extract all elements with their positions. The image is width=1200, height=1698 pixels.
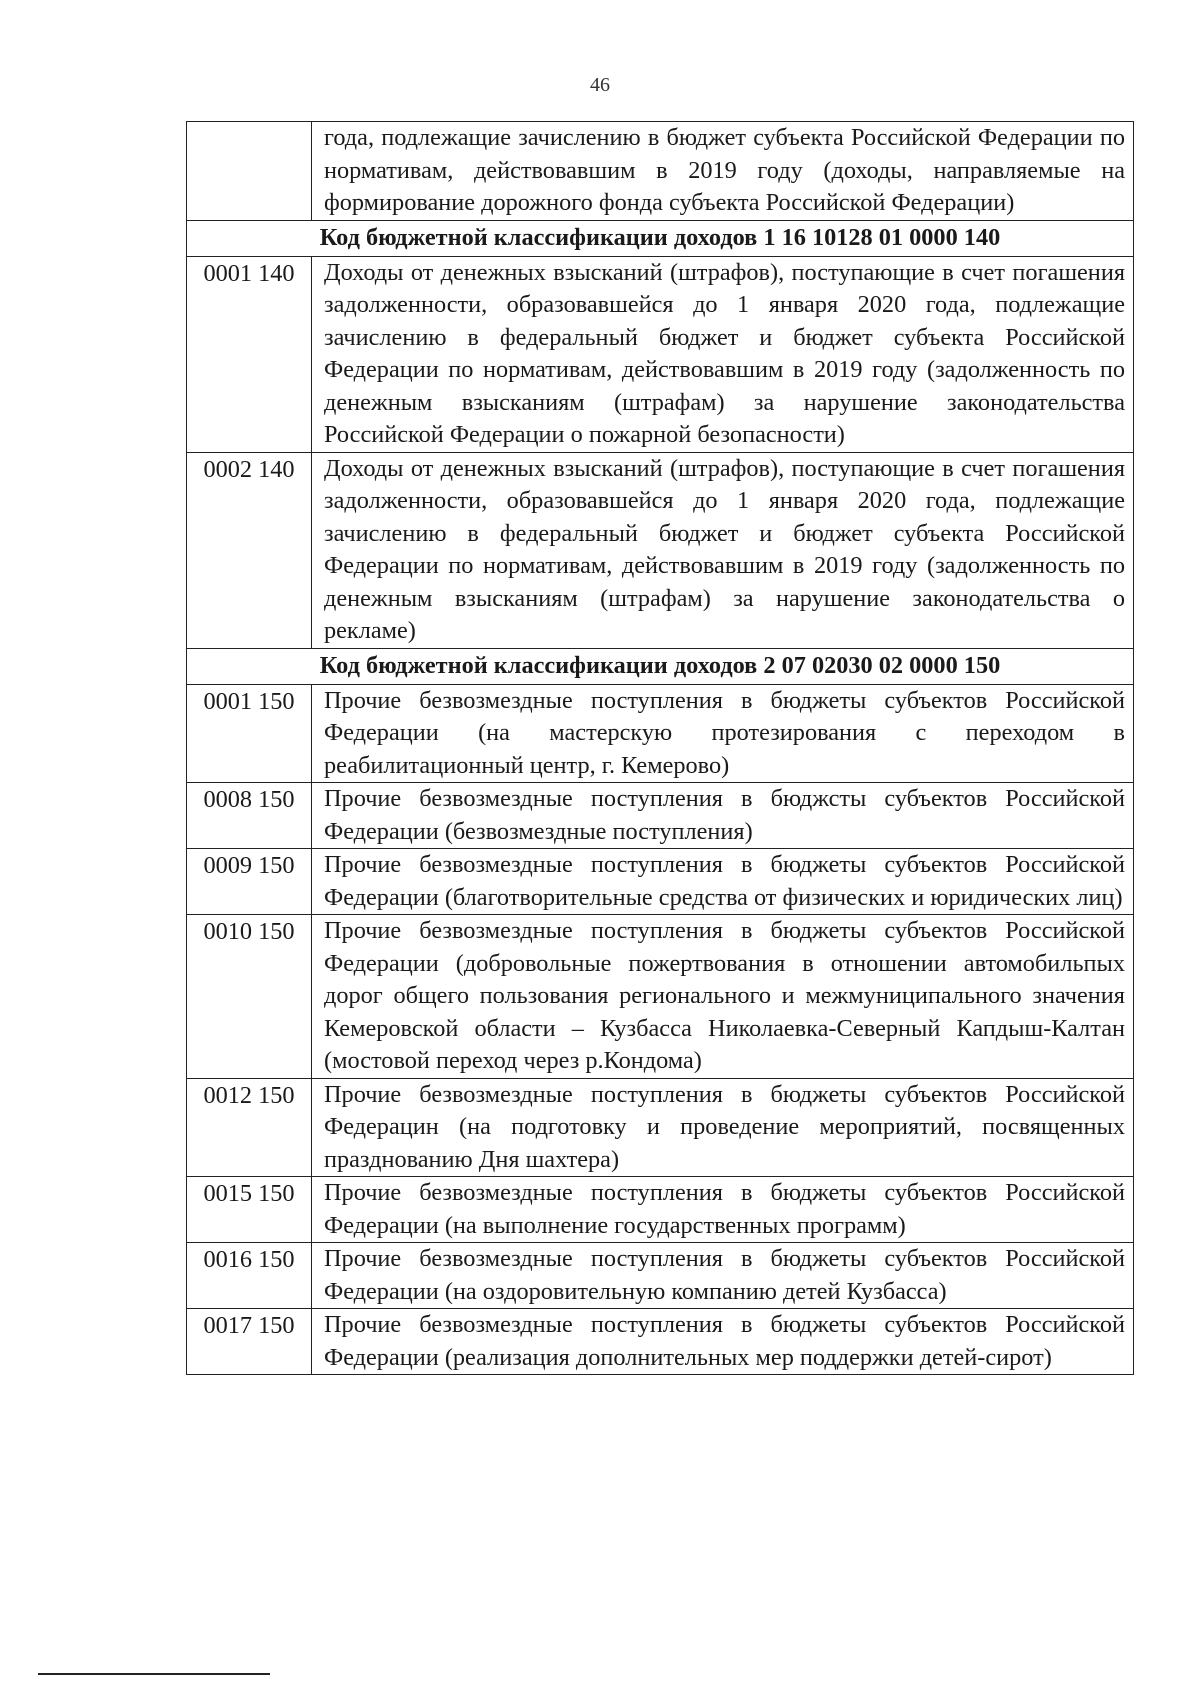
table-row <box>187 256 1134 452</box>
income-code: 0001 150 <box>187 684 312 783</box>
page-number: 46 <box>590 74 610 96</box>
classification-code-header: Код бюджетной классификации доходов 1 16 10128 01 0000 140 <box>187 220 1134 256</box>
table-row <box>187 1309 1134 1375</box>
classification-code-header: Код бюджетной классификации доходов 2 07 02030 02 0000 150 <box>187 648 1134 684</box>
table-row <box>187 122 1134 221</box>
table-row <box>187 915 1134 1079</box>
income-code: 0012 150 <box>187 1078 312 1177</box>
table-row <box>187 1078 1134 1177</box>
income-description: Прочие безвозмездные поступления в бюджеты субъектов Российской Федерации (на мастерскую протезирования с переходом в реабилитационный центр, г. Кемерово) <box>312 684 1134 783</box>
classification-header-row <box>187 648 1134 684</box>
budget-classification-table <box>186 121 1134 1375</box>
classification-header-row <box>187 220 1134 256</box>
income-description: Прочие безвозмездные поступления в бюджеты субъектов Российской Федерации (реализация дополнительных мер поддержки детей-сирот) <box>312 1309 1134 1375</box>
income-code: 0010 150 <box>187 915 312 1079</box>
table-body <box>187 122 1134 1375</box>
income-description: Прочие безвозмездные поступления в бюджеты субъектов Российской Федерации (добровольные пожертвования в отношении автомобильпых дорог общего пользования регионального и межмуниципального значения Кемеровской области – Кузбасса Николаевка-Северный Капдыш-Калтан (мостовой переход через р.Кондома) <box>312 915 1134 1079</box>
table-row <box>187 783 1134 849</box>
income-code: 0015 150 <box>187 1177 312 1243</box>
income-code <box>187 122 312 221</box>
income-description: Прочие безвозмездные поступления в бюджеты субъектов Российской Федерации (благотворительные средства от физических и юридических лиц) <box>312 849 1134 915</box>
income-description: Доходы от денежных взысканий (штрафов), поступающие в счет погашения задолженности, образовавшейся до 1 января 2020 года, подлежащие зачислению в федеральный бюджет и бюджет субъекта Российской Федерации по нормативам, действовавшим в 2019 году (задолженность по денежным взысканиям (штрафам) за нарушение законодательства Российской Федерации о пожарной безопасности) <box>312 256 1134 452</box>
table-row <box>187 684 1134 783</box>
income-code: 0016 150 <box>187 1243 312 1309</box>
table-row <box>187 849 1134 915</box>
income-code: 0001 140 <box>187 256 312 452</box>
footnote-divider <box>38 1673 270 1675</box>
income-description: Прочие безвозмездные поступления в бюджеты субъектов Российской Федерации (на оздоровительную компанию детей Кузбасса) <box>312 1243 1134 1309</box>
income-code: 0008 150 <box>187 783 312 849</box>
table-row <box>187 1177 1134 1243</box>
income-code: 0002 140 <box>187 452 312 648</box>
income-description: года, подлежащие зачислению в бюджет субъекта Российской Федерации по нормативам, действовавшим в 2019 году (доходы, направляемые на формирование дорожного фонда субъекта Российской Федерации) <box>312 122 1134 221</box>
income-description: Доходы от денежных взысканий (штрафов), поступающие в счет погашения задолженности, образовавшейся до 1 января 2020 года, подлежащие зачислению в федеральный бюджет и бюджет субъекта Российской Федерации по нормативам, действовавшим в 2019 году (задолженность по денежным взысканиям (штрафам) за нарушение законодательства о рекламе) <box>312 452 1134 648</box>
income-code: 0009 150 <box>187 849 312 915</box>
income-description: Прочие безвозмездные поступления в бюджеты субъектов Российской Федерацин (на подготовку и проведение мероприятий, посвященных празднованию Дня шахтера) <box>312 1078 1134 1177</box>
table-row <box>187 452 1134 648</box>
income-code: 0017 150 <box>187 1309 312 1375</box>
income-description: Прочие безвозмездные поступления в бюджеты субъектов Российской Федерации (на выполнение государственных программ) <box>312 1177 1134 1243</box>
table-row <box>187 1243 1134 1309</box>
income-description: Прочие безвозмездные поступления в бюджсты субъектов Российской Федерации (безвозмездные поступления) <box>312 783 1134 849</box>
